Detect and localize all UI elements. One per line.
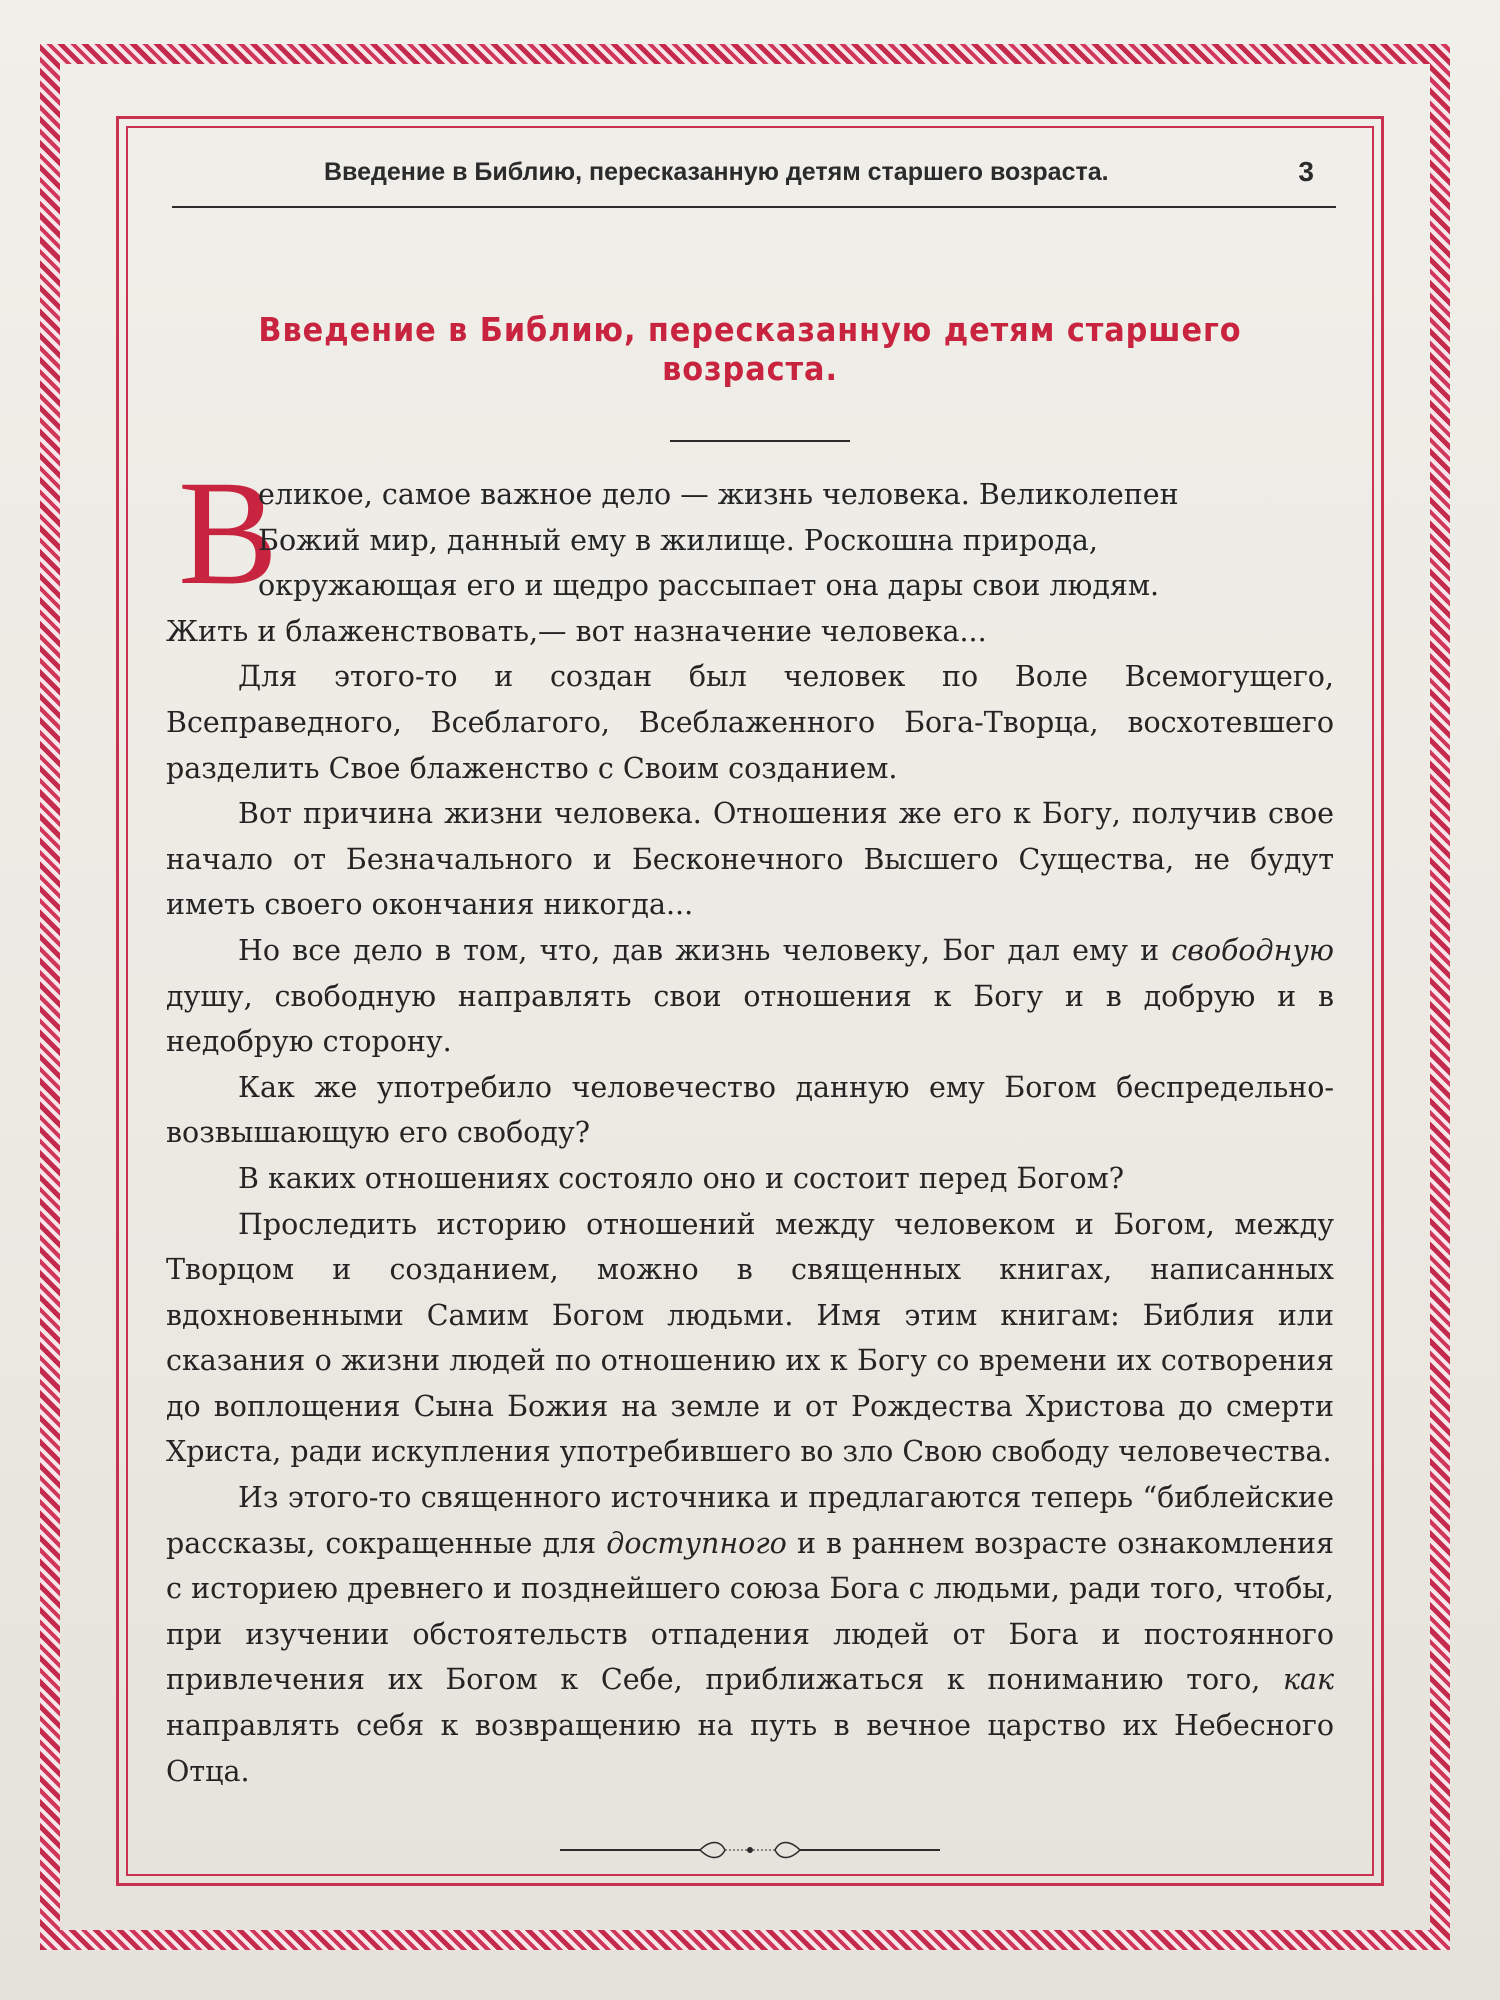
paragraph-1	[166, 472, 1334, 654]
running-title: Введение в Библию, пересказанную детям старшего возраста.	[324, 158, 1109, 186]
end-ornament	[560, 1840, 940, 1860]
page-number: 3	[1298, 156, 1314, 187]
paragraph-1-line-4: Жить и блаженствовать,— вот назначение человека...	[166, 614, 987, 648]
paragraph-8-part-b: и в раннем возрасте ознакомления с историею древнего и позднейшего союза Бога с людьми, ради того, чтобы, при изучении обстоятельств отпадения людей от Бога и постоянного привлечения их Богом к Себе, приближаться к пониманию того,	[166, 1526, 1334, 1697]
chapter-title: Введение в Библию, пересказанную детям старшего возраста.	[258, 310, 1242, 388]
paragraph-5: Как же употребило человечество данную ему Богом беспредельно-возвышающую его свободу?	[166, 1070, 1334, 1150]
paragraph-8-part-c: направлять себя к возвращению на путь в вечное царство их Небесного Отца.	[166, 1709, 1334, 1788]
paragraph-8-part-a: Из этого-то священного источника и предлагаются теперь “библейские рассказы, сокращенные для	[166, 1481, 1334, 1560]
paragraph-6: В каких отношениях состояло оно и состоит перед Богом?	[238, 1161, 1125, 1195]
paragraph-3: Вот причина жизни человека. Отношения же его к Богу, получив свое начало от Безначального и Бесконечного Высшего Существа, не будут иметь своего окончания никогда...	[166, 797, 1334, 922]
paragraph-1-line-2: Божий мир, данный ему в жилище. Роскошна природа,	[258, 523, 1098, 557]
paragraph-4-part-b: душу, свободную направлять свои отношения к Богу и в добрую и в недобрую сторону.	[166, 979, 1334, 1059]
paragraph-1-line-1: еликое, самое важное дело — жизнь человека. Великолепен	[258, 478, 1179, 511]
paragraph-4	[166, 928, 1334, 1065]
paragraph-2: Для этого-то и создан был человек по Воле Всемогущего, Всеправедного, Всеблагого, Всеблаженного Бога-Творца, восхотевшего разделить Свое блаженство с Своим созданием.	[166, 660, 1334, 785]
paragraph-8-emphasis-1: доступного	[606, 1526, 787, 1560]
running-header	[160, 152, 1350, 202]
paragraph-8-emphasis-2: как	[1282, 1663, 1334, 1697]
paragraph-4-part-a: Но все дело в том, что, дав жизнь человеку, Бог дал ему и	[238, 933, 1172, 967]
drop-cap: В	[178, 450, 279, 616]
paragraph-8	[166, 1475, 1334, 1794]
paragraph-1-line-3: окружающая его и щедро рассыпает она дары свои людям.	[258, 569, 1160, 603]
body-text	[166, 472, 1334, 1794]
title-rule	[670, 440, 850, 442]
paragraph-4-emphasis: свободную	[1171, 933, 1334, 967]
header-rule	[172, 206, 1336, 208]
paragraph-7: Проследить историю отношений между человеком и Богом, между Творцом и созданием, можно в священных книгах, написанных вдохновенными Самим Богом людьми. Имя этим книгам: Библия или сказания о жизни людей по отношению их к Богу со времени их сотворения до воплощения Сына Божия на земле и от Рождества Христова до смерти Христа, ради искупления употребившего во зло Свою свободу человечества.	[166, 1207, 1334, 1469]
